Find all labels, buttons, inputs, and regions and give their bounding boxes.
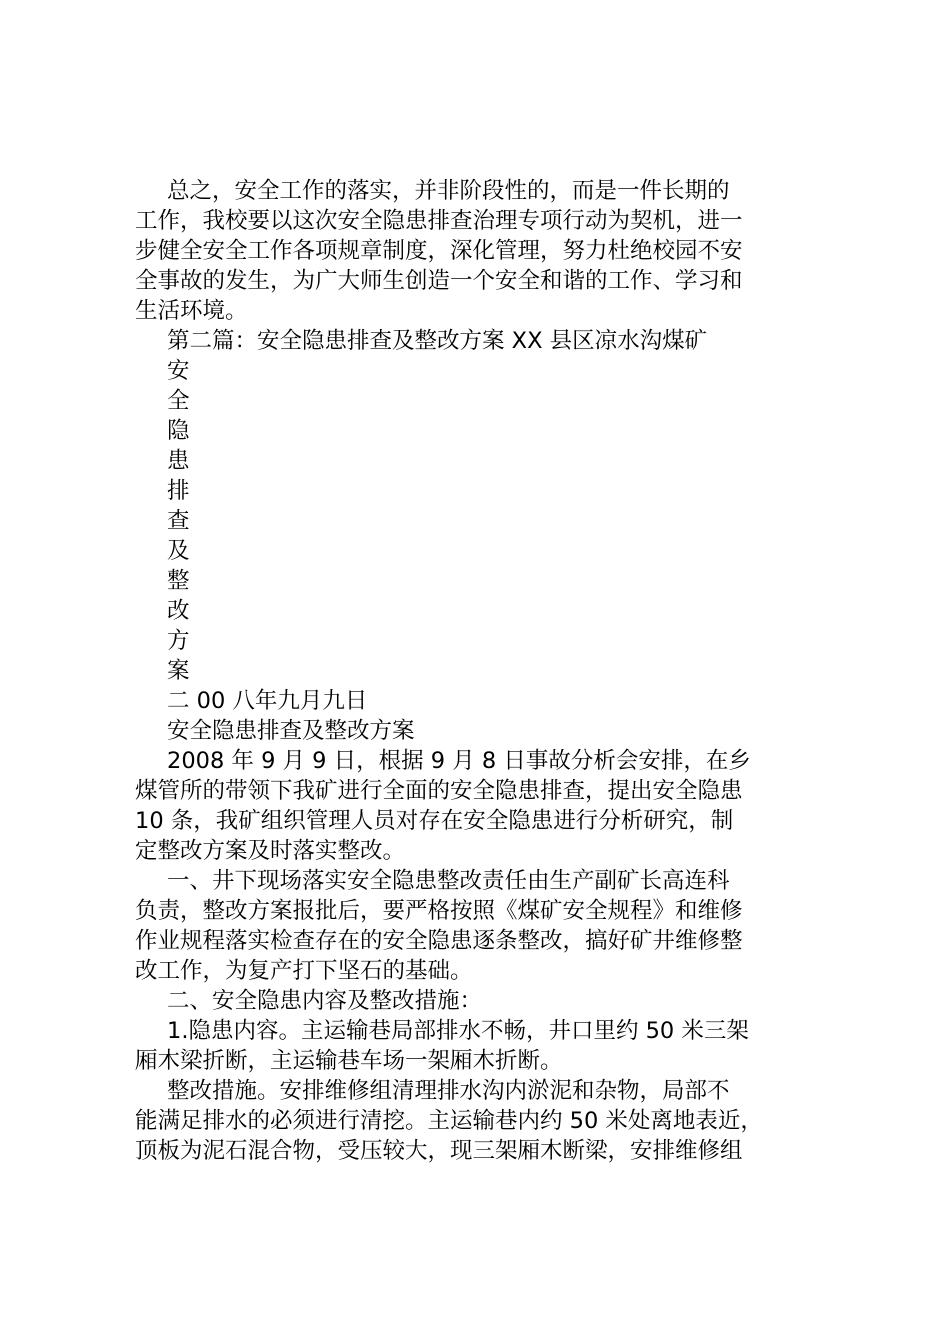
text-line: 工作，我校要以这次安全隐患排查治理专项行动为契机，进一 xyxy=(135,208,743,234)
closing-paragraph xyxy=(135,176,835,326)
date-line: 二 00 八年九月九日 xyxy=(167,688,368,714)
text-line: 步健全安全工作各项规章制度，深化管理，努力杜绝校园不安 xyxy=(135,238,743,264)
text-line: 整改措施。安排维修组清理排水沟内淤泥和杂物，局部不 xyxy=(167,1078,730,1104)
text-line: 负责，整改方案报批后，要严格按照《煤矿安全规程》和维修 xyxy=(135,898,743,924)
text-line: 作业规程落实检查存在的安全隐患逐条整改，搞好矿井维修整 xyxy=(135,928,743,954)
text-line: 生活环境。 xyxy=(135,298,248,324)
section1-paragraph xyxy=(135,866,835,986)
text-line: 改工作，为复产打下坚石的基础。 xyxy=(135,958,473,984)
vertical-title-char: 案 xyxy=(167,658,190,684)
section2-heading: 二、安全隐患内容及整改措施： xyxy=(167,988,483,1014)
document-title: 安全隐患排查及整改方案 xyxy=(167,718,415,744)
text-line: 定整改方案及时落实整改。 xyxy=(135,838,406,864)
text-line: 能满足排水的必须进行清挖。主运输巷内约 50 米处离地表近， xyxy=(135,1108,763,1134)
intro-paragraph xyxy=(135,746,835,866)
vertical-title-char: 全 xyxy=(167,388,190,414)
vertical-title-char: 安 xyxy=(167,358,190,384)
text-line: 10 条，我矿组织管理人员对存在安全隐患进行分析研究，制 xyxy=(135,808,734,834)
text-line: 1.隐患内容。主运输巷局部排水不畅，井口里约 50 米三架 xyxy=(167,1018,749,1044)
text-line: 2008 年 9 月 9 日，根据 9 月 8 日事故分析会安排，在乡 xyxy=(167,748,751,774)
text-line: 顶板为泥石混合物，受压较大，现三架厢木断梁，安排维修组 xyxy=(135,1138,743,1164)
text-line: 全事故的发生，为广大师生创造一个安全和谐的工作、学习和 xyxy=(135,268,743,294)
document-body xyxy=(135,176,835,1166)
vertical-title-char: 查 xyxy=(167,508,190,534)
vertical-title-char: 患 xyxy=(167,448,190,474)
vertical-title-char: 及 xyxy=(167,538,190,564)
hazard-item-paragraph xyxy=(135,1016,835,1076)
measures-paragraph xyxy=(135,1076,835,1166)
text-line: 总之，安全工作的落实，并非阶段性的，而是一件长期的 xyxy=(167,178,730,204)
vertical-title-char: 改 xyxy=(167,598,190,624)
text-line: 一、井下现场落实安全隐患整改责任由生产副矿长高连科 xyxy=(167,868,730,894)
vertical-title-char: 排 xyxy=(167,478,190,504)
vertical-title-char: 方 xyxy=(167,628,190,654)
vertical-title xyxy=(135,356,835,686)
text-line: 厢木梁折断，主运输巷车场一架厢木折断。 xyxy=(135,1048,563,1074)
chapter-heading: 第二篇：安全隐患排查及整改方案 XX 县区凉水沟煤矿 xyxy=(167,328,708,354)
text-line: 煤管所的带领下我矿进行全面的安全隐患排查，提出安全隐患 xyxy=(135,778,743,804)
vertical-title-char: 整 xyxy=(167,568,190,594)
vertical-title-char: 隐 xyxy=(167,418,190,444)
